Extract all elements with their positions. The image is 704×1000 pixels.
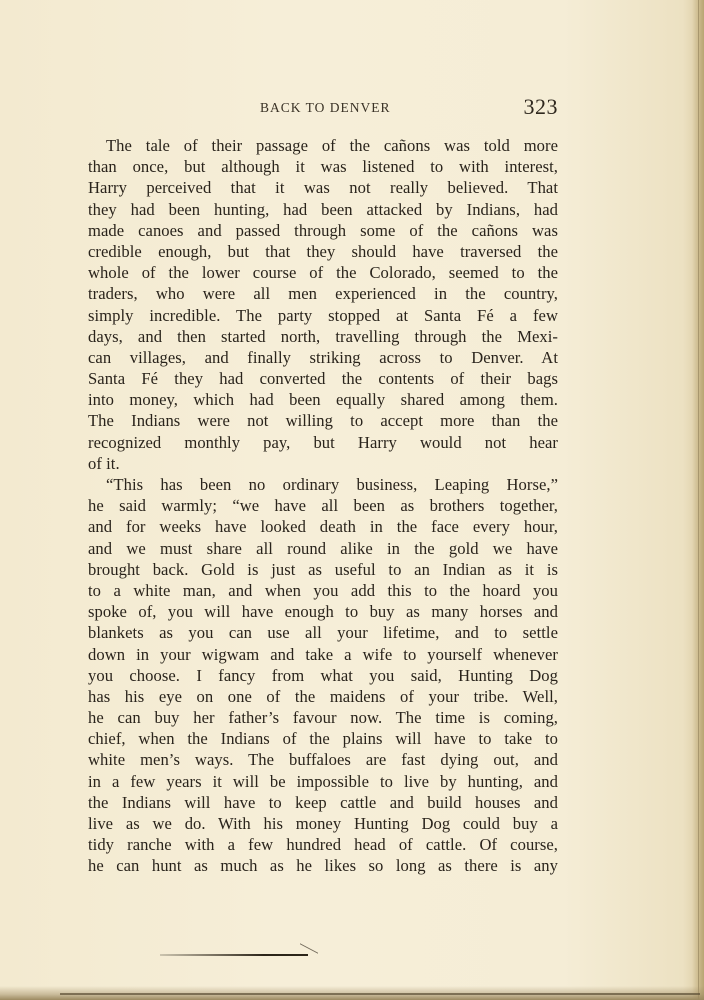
running-head: BACK TO DENVER <box>260 100 391 115</box>
text-line: simply incredible. The party stopped at Santa Fé a few <box>88 305 558 325</box>
page-header <box>88 94 558 122</box>
text-line: live as we do. With his money Hunting Dog could buy a <box>88 814 558 833</box>
text-line: of it. <box>88 453 120 473</box>
text-line: you choose. I fancy from what you said, Hunting Dog <box>88 665 558 685</box>
text-line: spoke of, you will have enough to buy as many horses and <box>88 602 558 622</box>
text-line: in a few years it will be impossible to live by hunting, and <box>88 771 558 791</box>
text-line: The tale of their passage of the cañons was told more <box>106 136 558 155</box>
text-line: whole of the lower course of the Colorado, seemed to the <box>88 263 558 283</box>
footer-rule-tail <box>300 943 318 963</box>
text-line: has his eye on one of the maidens of your tribe. Well, <box>88 686 558 706</box>
text-line: he can hunt as much as he likes so long as there is any <box>88 856 558 876</box>
text-line: he can buy her father’s favour now. The time is coming, <box>88 708 558 728</box>
text-line: the Indians will have to keep cattle and build houses and <box>88 792 558 812</box>
text-line: traders, who were all men experienced in the country, <box>88 284 558 304</box>
text-line: and for weeks have looked death in the face every hour, <box>88 517 558 537</box>
text-line: white men’s ways. The buffaloes are fast dying out, and <box>88 750 558 770</box>
text-line: into money, which had been equally shared among them. <box>88 390 558 410</box>
text-line: tidy ranche with a few hundred head of cattle. Of course, <box>88 835 558 855</box>
footer-rule <box>160 954 308 956</box>
page-bottom-line <box>60 993 700 995</box>
text-line: brought back. Gold is just as useful to an Indian as it is <box>88 559 558 579</box>
text-line: made canoes and passed through some of the cañons was <box>88 220 558 240</box>
text-line: The Indians were not willing to accept more than the <box>88 411 558 431</box>
text-line: recognized monthly pay, but Harry would not hear <box>88 432 558 452</box>
text-line: Harry perceived that it was not really believed. That <box>88 178 558 198</box>
text-line: down in your wigwam and take a wife to yourself whenever <box>88 644 558 664</box>
text-line: Santa Fé they had converted the contents of their bags <box>88 369 558 389</box>
text-line: he said warmly; “we have all been as brothers together, <box>88 496 558 516</box>
text-line: blankets as you can use all your lifetime, and to settle <box>88 623 558 643</box>
text-line: “This has been no ordinary business, Leaping Horse,” <box>106 475 558 494</box>
text-line: days, and then started north, travelling through the Mexi- <box>88 326 558 346</box>
page-number: 323 <box>523 94 558 119</box>
text-line: than once, but although it was listened to with interest, <box>88 157 558 177</box>
text-line: chief, when the Indians of the plains will have to take to <box>88 729 558 749</box>
text-line: credible enough, but that they should have traversed the <box>88 241 558 261</box>
text-line: can villages, and finally striking across to Denver. At <box>88 347 558 367</box>
body-text <box>88 135 558 877</box>
text-line: to a white man, and when you add this to the hoard you <box>88 580 558 600</box>
text-line: they had been hunting, had been attacked by Indians, had <box>88 199 558 219</box>
text-line: and we must share all round alike in the gold we have <box>88 538 558 558</box>
page-edge-line <box>698 0 699 1000</box>
